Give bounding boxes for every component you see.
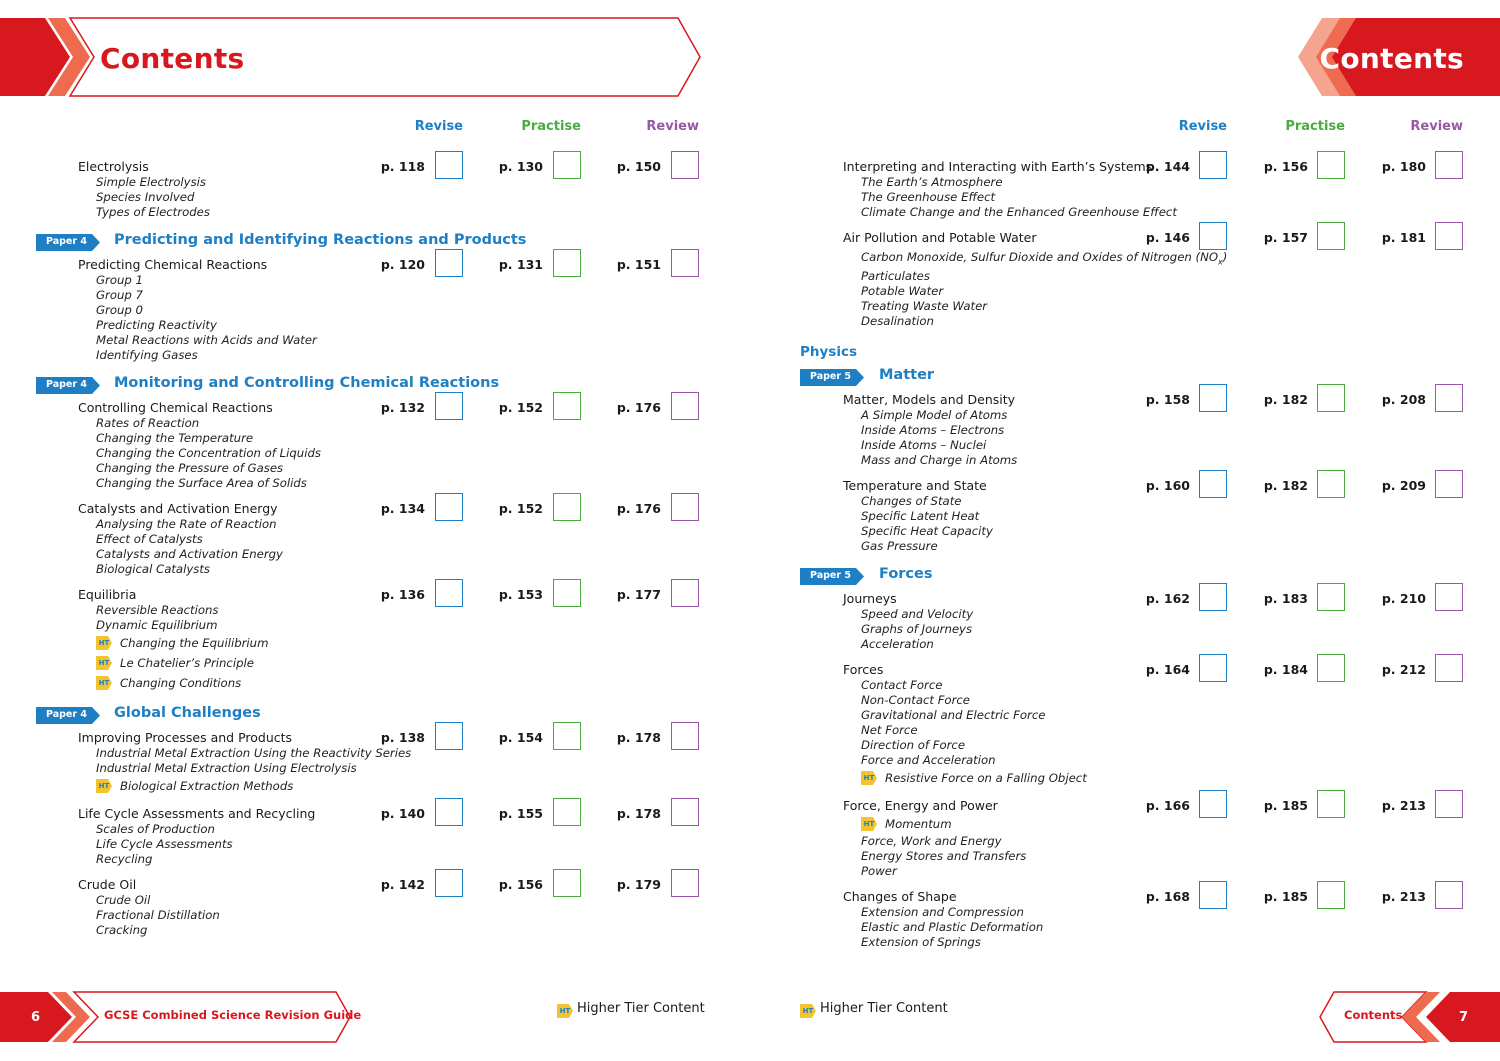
- ht-subtopic: HT Resistive Force on a Falling Object: [861, 768, 1500, 788]
- subtopic-list: [750, 905, 1500, 950]
- page-number: 6: [31, 1010, 41, 1025]
- subtopic: Extension and Compression: [861, 905, 1024, 920]
- practise-page-ref: p. 185: [1263, 798, 1308, 814]
- review-page-ref: p. 209: [1381, 478, 1426, 494]
- subtopic: Cracking: [96, 923, 148, 937]
- subtopic-list: [0, 175, 750, 220]
- review-page-ref: p. 181: [1381, 230, 1426, 245]
- column-header-revise: Revise: [1178, 119, 1227, 134]
- subtopic: Species Involved: [96, 190, 195, 204]
- review-page-ref: p. 208: [1381, 392, 1426, 408]
- topic-equilibria: [0, 587, 750, 693]
- revise-page-ref: p. 168: [1145, 889, 1190, 905]
- topic-electrolysis: [0, 159, 750, 220]
- ht-icon: HT: [96, 656, 112, 670]
- topic-predicting-chemical-reactions: [0, 257, 750, 363]
- revise-page-ref: p. 166: [1145, 798, 1190, 814]
- column-header-review: Review: [1410, 119, 1463, 134]
- subtopic: Changing the Pressure of Gases: [96, 461, 284, 475]
- review-page-ref: p. 178: [616, 730, 661, 745]
- subtopic: Group 1: [96, 273, 143, 287]
- ht-subtopic: HT Changing Conditions: [96, 673, 750, 693]
- practise-page-ref: p. 185: [1263, 889, 1308, 905]
- right-header-banner: [750, 16, 1500, 98]
- subtopic: Analysing the Rate of Reaction: [96, 517, 277, 531]
- topic-title: Temperature and State: [843, 478, 987, 494]
- ht-subtopic: HT Momentum: [861, 814, 1500, 834]
- review-checkbox[interactable]: [1435, 222, 1463, 250]
- topic-earths-systems: [750, 159, 1500, 220]
- topic-title: Life Cycle Assessments and Recycling: [78, 806, 316, 821]
- topic-title: Journeys: [843, 591, 897, 607]
- page-title: Contents: [1319, 42, 1464, 75]
- practise-page-ref: p. 182: [1263, 478, 1308, 494]
- paper-badge: Paper 5: [800, 369, 864, 386]
- page-title: Contents: [100, 42, 245, 75]
- subtopic: Direction of Force: [861, 738, 966, 753]
- subtopic: Non-Contact Force: [861, 693, 970, 708]
- subtopic: Climate Change and the Enhanced Greenhouse Effect: [861, 205, 1177, 219]
- topic-forces: [750, 662, 1500, 788]
- left-header-banner: [0, 16, 750, 98]
- revise-page-ref: p. 140: [380, 806, 425, 821]
- subject-title-physics: Physics: [800, 344, 858, 361]
- practise-page-ref: p. 154: [498, 730, 543, 745]
- subtopic-list: [0, 822, 750, 867]
- subtopic: Elastic and Plastic Deformation: [861, 920, 1044, 935]
- subtopic: Inside Atoms – Electrons: [861, 423, 1005, 438]
- section-title: Matter: [879, 367, 935, 384]
- topic-temperature-and-state: [750, 478, 1500, 554]
- subtopic: Gas Pressure: [861, 539, 938, 554]
- revise-page-ref: p. 146: [1145, 230, 1190, 245]
- column-header-practise: Practise: [1285, 119, 1345, 134]
- ht-subtopic: HT Changing the Equilibrium: [96, 633, 750, 653]
- practise-page-ref: p. 130: [498, 159, 543, 174]
- practise-page-ref: p. 131: [498, 257, 543, 272]
- subtopic: Power: [861, 864, 897, 879]
- subtopic: Crude Oil: [96, 893, 151, 907]
- review-page-ref: p. 212: [1381, 662, 1426, 678]
- subtopic: Treating Waste Water: [861, 299, 988, 314]
- subject-heading: [750, 339, 1500, 365]
- revise-page-ref: p. 136: [380, 587, 425, 602]
- review-page-ref: p. 179: [616, 877, 661, 892]
- review-page-ref: p. 177: [616, 587, 661, 602]
- subtopic-list: [750, 175, 1500, 220]
- right-contents-list: [750, 159, 1500, 960]
- topic-crude-oil: [0, 877, 750, 938]
- subtopic: Extension of Springs: [861, 935, 981, 950]
- practise-page-ref: p. 184: [1263, 662, 1308, 678]
- topic-force-energy-power: [750, 798, 1500, 879]
- revise-page-ref: p. 120: [380, 257, 425, 272]
- subtopic: Carbon Monoxide, Sulfur Dioxide and Oxides of Nitrogen $(NO_x)$: [861, 250, 1228, 267]
- topic-controlling-chemical-reactions: [0, 400, 750, 491]
- subtopic-list: [0, 746, 750, 796]
- column-header-revise: Revise: [414, 119, 463, 134]
- practise-checkbox[interactable]: [1317, 222, 1345, 250]
- section-heading: [0, 230, 750, 256]
- subtopic-list: [750, 678, 1500, 788]
- subtopic: Reversible Reactions: [96, 603, 219, 617]
- review-page-ref: p. 210: [1381, 591, 1426, 607]
- subtopic-list: [0, 603, 750, 693]
- subtopic: A Simple Model of Atoms: [861, 408, 1008, 423]
- topic-improving-processes-and-products: [0, 730, 750, 796]
- practise-page-ref: p. 155: [498, 806, 543, 821]
- topic-title: Improving Processes and Products: [78, 730, 293, 745]
- column-header-review: Review: [646, 119, 699, 134]
- subtopic-list: [750, 494, 1500, 554]
- review-page-ref: p. 213: [1381, 889, 1426, 905]
- subtopic: Changes of State: [861, 494, 962, 509]
- revise-page-ref: p. 158: [1145, 392, 1190, 408]
- practise-page-ref: p. 156: [1263, 159, 1308, 174]
- revise-page-ref: p. 132: [380, 400, 425, 415]
- subtopic: Changing the Concentration of Liquids: [96, 446, 321, 460]
- ht-icon: HT: [861, 771, 877, 785]
- column-header-practise: Practise: [521, 119, 581, 134]
- topic-life-cycle-assessments: [0, 806, 750, 867]
- subtopic: Fractional Distillation: [96, 908, 220, 922]
- topic-title: Crude Oil: [78, 877, 137, 892]
- practise-page-ref: p. 183: [1263, 591, 1308, 607]
- topic-title: Equilibria: [78, 587, 137, 602]
- revise-page-ref: p. 134: [380, 501, 425, 516]
- section-title: Global Challenges: [114, 705, 261, 721]
- revise-page-ref: p. 118: [380, 159, 425, 174]
- subtopic-list: [750, 408, 1500, 468]
- footer-section-label: Contents: [1344, 1008, 1403, 1022]
- subtopic-list: [0, 273, 750, 363]
- subtopic: Changing the Surface Area of Solids: [96, 476, 307, 490]
- subtopic: Catalysts and Activation Energy: [96, 547, 283, 561]
- ht-icon: HT: [557, 1004, 573, 1018]
- subtopic-list: [0, 517, 750, 577]
- subtopic: Particulates: [861, 269, 930, 284]
- subtopic: Contact Force: [861, 678, 943, 693]
- subtopic: Dynamic Equilibrium: [96, 618, 218, 632]
- topic-title: Electrolysis: [78, 159, 149, 174]
- subtopic: Graphs of Journeys: [861, 622, 973, 637]
- review-page-ref: p. 150: [616, 159, 661, 174]
- subtopic: Types of Electrodes: [96, 205, 210, 219]
- subtopic: Biological Catalysts: [96, 562, 211, 576]
- revise-page-ref: p. 142: [380, 877, 425, 892]
- subtopic: Industrial Metal Extraction Using the Reactivity Series: [96, 746, 412, 760]
- subtopic: Predicting Reactivity: [96, 318, 217, 332]
- review-page-ref: p. 213: [1381, 798, 1426, 814]
- revise-checkbox[interactable]: [1199, 222, 1227, 250]
- topic-title: Force, Energy and Power: [843, 798, 998, 814]
- practise-page-ref: p. 153: [498, 587, 543, 602]
- paper-badge: Paper 5: [800, 568, 864, 585]
- subtopic: Metal Reactions with Acids and Water: [96, 333, 317, 347]
- ht-legend: HT Higher Tier Content: [800, 1001, 948, 1016]
- revise-page-ref: p. 160: [1145, 478, 1190, 494]
- ht-icon: HT: [96, 676, 112, 690]
- page-number: 7: [1459, 1010, 1469, 1025]
- revise-page-ref: p. 164: [1145, 662, 1190, 678]
- subtopic: Specific Latent Heat: [861, 509, 980, 524]
- topic-title: Controlling Chemical Reactions: [78, 400, 273, 415]
- review-page-ref: p. 151: [616, 257, 661, 272]
- right-footer: [750, 990, 1500, 1045]
- section-heading: [0, 703, 750, 729]
- paper-badge: Paper 4: [36, 377, 100, 394]
- section-title: Forces: [879, 566, 933, 583]
- subtopic: Acceleration: [861, 637, 934, 652]
- subtopic: Force, Work and Energy: [861, 834, 1002, 849]
- topic-catalysts-and-activation-energy: [0, 501, 750, 577]
- subtopic: Simple Electrolysis: [96, 175, 206, 189]
- practise-page-ref: p. 182: [1263, 392, 1308, 408]
- subtopic: Specific Heat Capacity: [861, 524, 993, 539]
- subtopic-list: [0, 893, 750, 938]
- ht-subtopic: HT Le Chatelier’s Principle: [96, 653, 750, 673]
- topic-changes-of-shape: [750, 889, 1500, 950]
- section-heading: [750, 365, 1500, 391]
- subtopic: Group 0: [96, 303, 143, 317]
- subtopic: Energy Stores and Transfers: [861, 849, 1027, 864]
- topic-title: Air Pollution and Potable Water: [843, 230, 1037, 245]
- right-page: [750, 0, 1500, 1061]
- review-page-ref: p. 180: [1381, 159, 1426, 174]
- ht-icon: HT: [96, 779, 112, 793]
- subtopic: Rates of Reaction: [96, 416, 200, 430]
- revise-page-ref: p. 162: [1145, 591, 1190, 607]
- subtopic: Changing the Temperature: [96, 431, 254, 445]
- paper-badge: Paper 4: [36, 234, 100, 251]
- practise-page-ref: p. 152: [498, 501, 543, 516]
- subtopic: Inside Atoms – Nuclei: [861, 438, 987, 453]
- subtopic-list: [750, 246, 1500, 329]
- review-page-ref: p. 176: [616, 501, 661, 516]
- subtopic: Force and Acceleration: [861, 753, 996, 768]
- subtopic-list: [0, 416, 750, 491]
- ht-icon: HT: [861, 817, 877, 831]
- practise-page-ref: p. 157: [1263, 230, 1308, 245]
- topic-title: Catalysts and Activation Energy: [78, 501, 278, 516]
- practise-page-ref: p. 156: [498, 877, 543, 892]
- subtopic: Effect of Catalysts: [96, 532, 203, 546]
- section-heading: [0, 373, 750, 399]
- ht-icon: HT: [800, 1004, 816, 1018]
- subtopic: Mass and Charge in Atoms: [861, 453, 1018, 468]
- topic-air-pollution: [750, 230, 1500, 329]
- topic-title: Changes of Shape: [843, 889, 957, 905]
- subtopic: Identifying Gases: [96, 348, 198, 362]
- paper-badge: Paper 4: [36, 707, 100, 724]
- ht-legend: HT Higher Tier Content: [557, 1001, 705, 1016]
- subtopic: Scales of Production: [96, 822, 215, 836]
- left-contents-list: [0, 159, 750, 948]
- ht-subtopic: HT Biological Extraction Methods: [96, 776, 750, 796]
- subtopic-list: [750, 607, 1500, 652]
- topic-title: Forces: [843, 662, 884, 678]
- subtopic: Group 7: [96, 288, 143, 302]
- subtopic: Desalination: [861, 314, 934, 329]
- topic-title: Predicting Chemical Reactions: [78, 257, 268, 272]
- subtopic: Speed and Velocity: [861, 607, 974, 622]
- review-page-ref: p. 178: [616, 806, 661, 821]
- topic-matter-models-density: [750, 392, 1500, 468]
- section-title: Monitoring and Controlling Chemical Reactions: [114, 375, 500, 391]
- ht-icon: HT: [96, 636, 112, 650]
- subtopic: Net Force: [861, 723, 918, 738]
- book-title: GCSE Combined Science Revision Guide: [104, 1008, 362, 1022]
- topic-title: Interpreting and Interacting with Earth’s Systems: [843, 159, 1153, 174]
- subtopic: Industrial Metal Extraction Using Electrolysis: [96, 761, 357, 775]
- review-page-ref: p. 176: [616, 400, 661, 415]
- subtopic: The Earth’s Atmosphere: [861, 175, 1003, 189]
- revise-page-ref: p. 144: [1145, 159, 1190, 174]
- subtopic-list: [750, 814, 1500, 879]
- subtopic: Life Cycle Assessments: [96, 837, 233, 851]
- subtopic: Gravitational and Electric Force: [861, 708, 1046, 723]
- practise-page-ref: p. 152: [498, 400, 543, 415]
- section-title: Predicting and Identifying Reactions and Products: [114, 232, 527, 248]
- topic-journeys: [750, 591, 1500, 652]
- subtopic: Recycling: [96, 852, 153, 866]
- subtopic: The Greenhouse Effect: [861, 190, 996, 204]
- topic-title: Matter, Models and Density: [843, 392, 1016, 408]
- subtopic: Potable Water: [861, 284, 944, 299]
- section-heading: [750, 564, 1500, 590]
- revise-page-ref: p. 138: [380, 730, 425, 745]
- left-footer: [0, 990, 750, 1045]
